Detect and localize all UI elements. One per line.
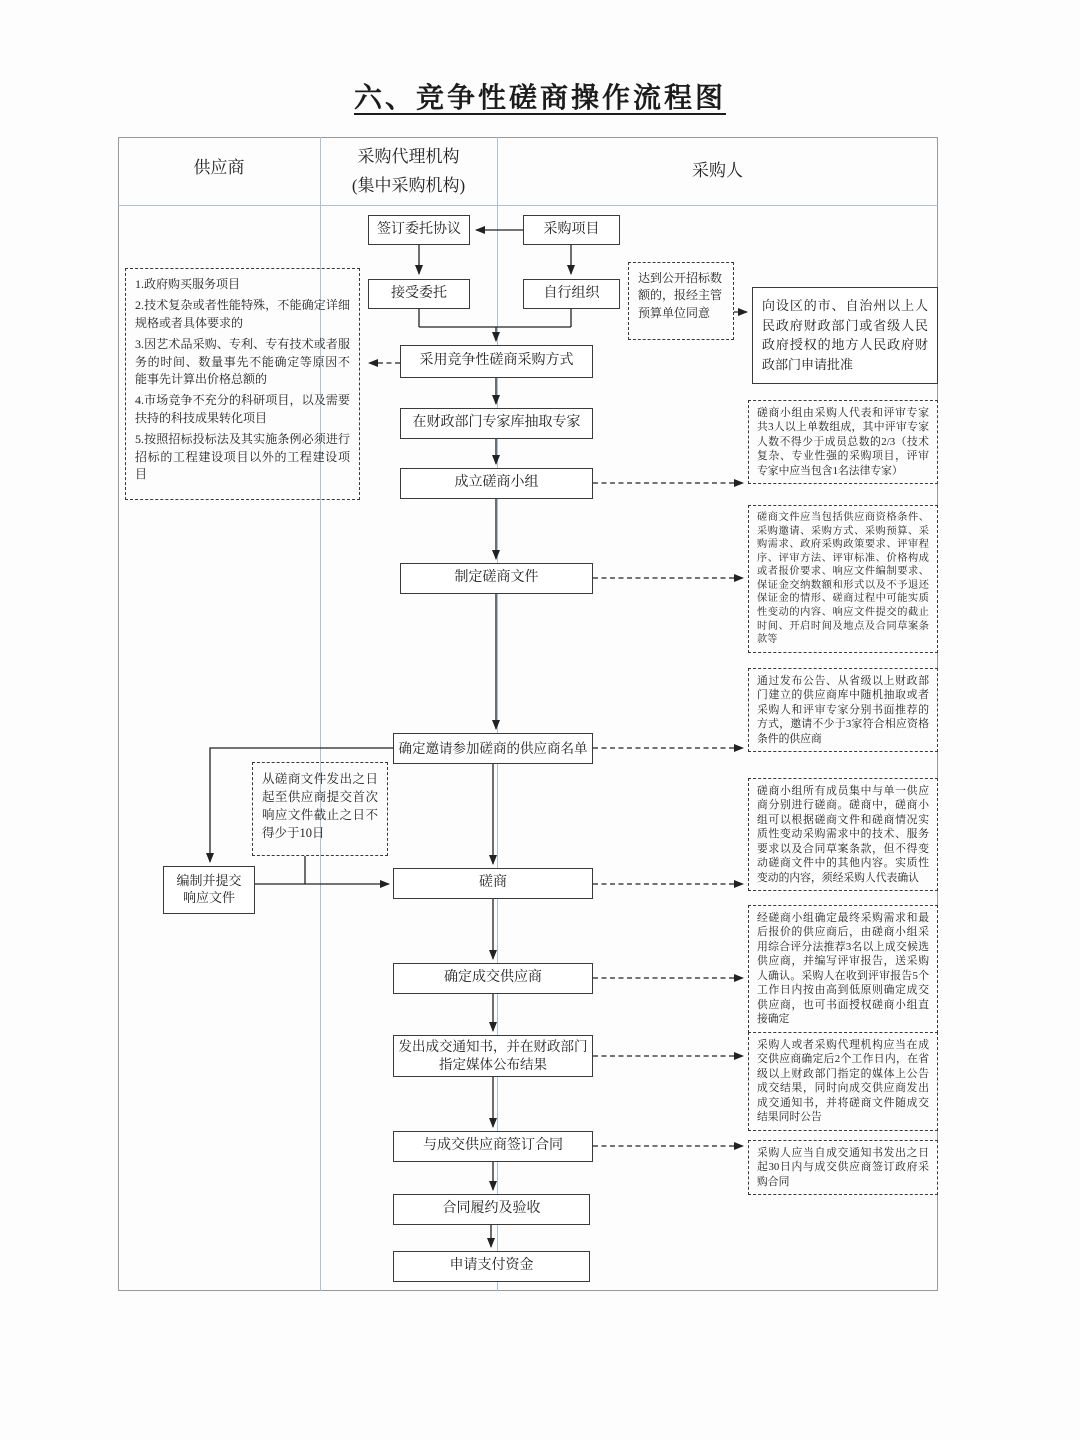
condition-item-5: 5.按照招标投标法及其实施条例必须进行招标的工程建设项目以外的工程建设项目 (135, 432, 350, 481)
condition-item-4: 4.市场竞争不充分的科研项目，以及需要扶持的科技成果转化项目 (135, 393, 350, 425)
lane-header-purchaser: 采购人 (692, 161, 743, 180)
box-form-group: 成立磋商小组 (400, 468, 593, 499)
note-winner-selection: 经磋商小组确定最终采购需求和最后报价的供应商后，由磋商小组采用综合评分法推荐3名以上成交候选供应商，并编写评审报告，送采购人确认。采购人在收到评审报告5个工作日内按由高到低原则确定成交供应商，也可书面授权磋商小组直接确定 (748, 905, 938, 1033)
box-sign-agreement: 签订委托协议 (368, 215, 470, 245)
condition-item-3: 3.因艺术品采购、专利、专有技术或者服务的时间、数量事先不能确定等原因不能事先计算出价格总额的 (135, 337, 350, 386)
box-accept-entrustment: 接受委托 (368, 279, 470, 309)
page-title: 六、竞争性磋商操作流程图 (353, 83, 726, 114)
note-contract-deadline: 采购人应当自成交通知书发出之日起30日内与成交供应商签订政府采购合同 (748, 1140, 938, 1195)
box-prepare-response (163, 866, 255, 914)
box-draw-experts: 在财政部门专家库抽取专家 (400, 408, 593, 439)
note-document-contents: 磋商文件应当包括供应商资格条件、采购邀请、采购方式、采购预算、采购需求、政府采购政策要求、评审程序、评审方法、评审标准、价格构成或者报价要求、响应文件编制要求、保证金交纳数额和形式以及不予退还保证金的情形、磋商过程中可能实质性变动的内容、响应文件提交的截止时间、开启时间及地点及合同草案条款等 (748, 505, 938, 653)
box-consultation: 磋商 (393, 868, 593, 899)
box-draft-documents: 制定磋商文件 (400, 563, 593, 594)
box-prepare-response-line2: 响应文件 (182, 890, 235, 905)
note-result-announcement: 采购人或者采购代理机构应当在成交供应商确定后2个工作日内，在省级以上财政部门指定的媒体上公告成交结果，同时向成交供应商发出成交通知书，并将磋商文件随成交结果同时公告 (748, 1032, 938, 1131)
condition-item-1: 1.政府购买服务项目 (135, 277, 241, 291)
note-ten-day-rule: 从磋商文件发出之日起至供应商提交首次响应文件截止之日不得少于10日 (252, 762, 388, 856)
note-invite-suppliers: 通过发布公告、从省级以上财政部门建立的供应商库中随机抽取或者采购人和评审专家分别书面推荐的方式，邀请不少于3家符合相应资格条件的供应商 (748, 668, 938, 752)
box-self-organize: 自行组织 (523, 279, 620, 309)
note-group-composition: 磋商小组由采购人代表和评审专家共3人以上单数组成，其中评审专家人数不得少于成员总数的2/3（技术复杂、专业性强的采购项目，评审专家中应当包含1名法律专家） (748, 400, 938, 484)
note-applicable-conditions (125, 268, 360, 500)
box-confirm-winner: 确定成交供应商 (393, 963, 593, 994)
box-supplier-list: 确定邀请参加磋商的供应商名单 (393, 733, 593, 764)
box-apply-approval: 向设区的市、自治州以上人民政府财政部门或省级人民政府授权的地方人民政府财政部门申请批准 (752, 287, 938, 384)
box-adopt-method: 采用竞争性磋商采购方式 (400, 345, 593, 378)
box-prepare-response-line1: 编制并提交 (176, 873, 242, 889)
box-apply-payment: 申请支付资金 (393, 1251, 590, 1282)
box-contract-acceptance: 合同履约及验收 (393, 1194, 590, 1225)
lane-header-supplier: 供应商 (193, 158, 245, 177)
lane-header-agency-line1: 采购代理机构 (357, 147, 460, 166)
condition-item-2: 2.技术复杂或者性能特殊，不能确定详细规格或者具体要求的 (135, 298, 350, 330)
box-procurement-project: 采购项目 (523, 215, 620, 245)
note-consultation-rules: 磋商小组所有成员集中与单一供应商分别进行磋商。磋商中，磋商小组可以根据磋商文件和磋商情况实质性变动采购需求中的技术、服务要求以及合同草案条款，但不得变动磋商文件中的其他内容。实质性变动的内容，须经采购人代表确认 (748, 778, 938, 891)
box-issue-notice: 发出成交通知书，并在财政部门指定媒体公布结果 (393, 1035, 593, 1077)
lane-header-agency-line2: (集中采购机构) (351, 176, 466, 195)
note-open-tender-threshold: 达到公开招标数额的，报经主管预算单位同意 (628, 262, 734, 340)
box-sign-contract: 与成交供应商签订合同 (393, 1131, 593, 1162)
